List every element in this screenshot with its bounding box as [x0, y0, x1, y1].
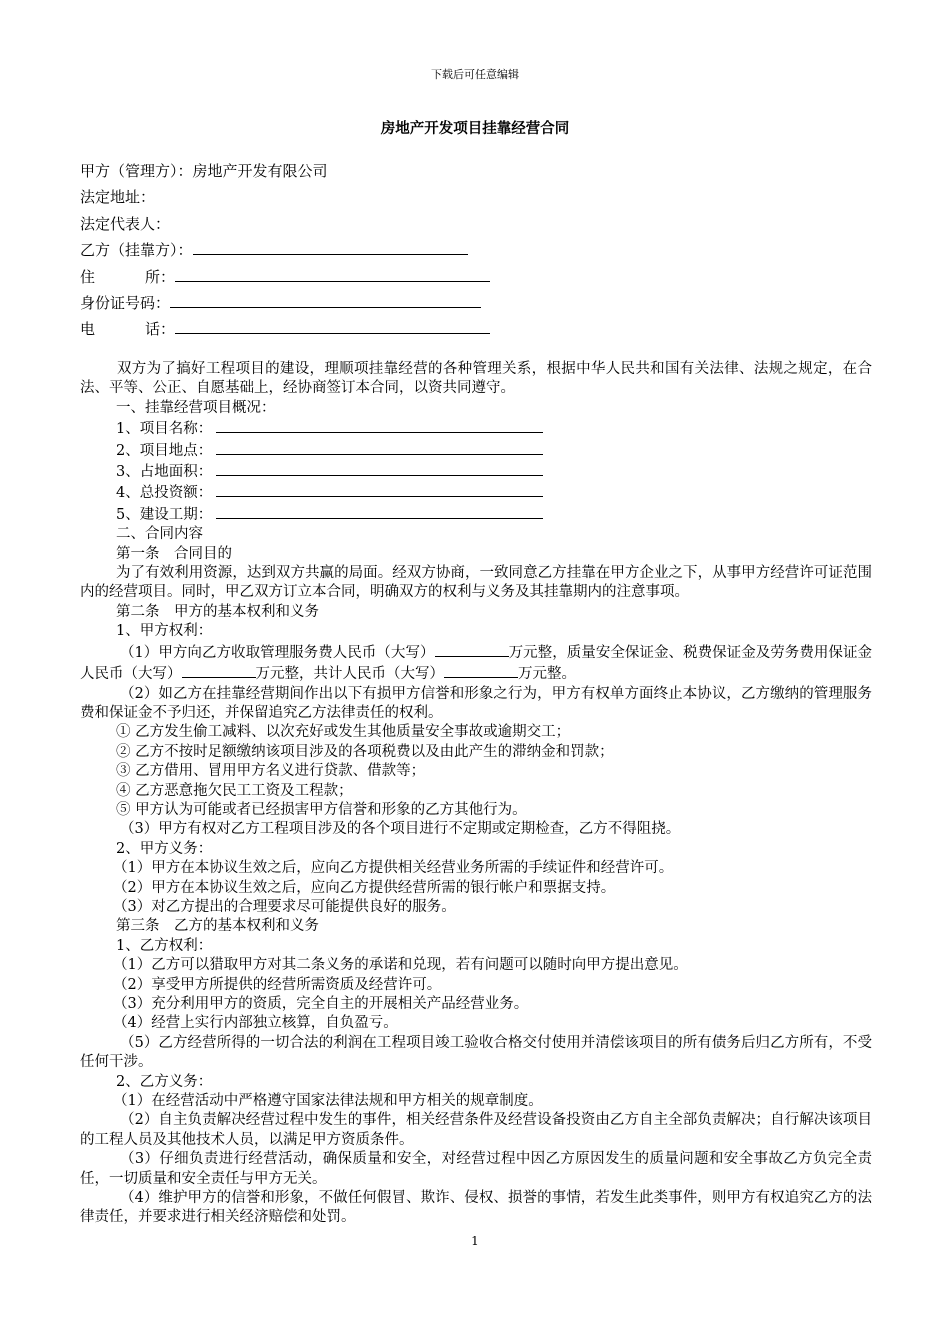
residence-label [80, 264, 175, 290]
party-b-duties-heading: 2、乙方义务： [116, 1073, 213, 1090]
article2-heading: 第二条 甲方的基本权利和义务 [116, 603, 319, 620]
violation-1: ① 乙方发生偷工减料、以次充好或发生其他质量安全事故或逾期交工； [116, 724, 571, 741]
right-1-text-c: 万元整，共计人民币（大写） [255, 666, 444, 683]
page-number: 1 [471, 1234, 479, 1248]
article1-heading: 第一条 合同目的 [116, 545, 232, 562]
total-investment-label: 4、总投资额： [116, 485, 213, 502]
legal-rep-label: 法定代表人： [80, 214, 171, 233]
party-b-duty-2: （2）自主负责解决经营过程中发生的事件，相关经营条件及经营设备投资由乙方自主全部负责解决；自行解决该项目的工程人员及其他技术人员，以满足甲方资质条件。 [80, 1112, 872, 1148]
violation-3: ③ 乙方借用、冒用甲方名义进行贷款、借款等； [116, 763, 426, 780]
phone-label-part1: 电 [80, 320, 96, 339]
right-1-text-d: 万元整。 [518, 666, 576, 683]
party-b-label: 乙方（挂靠方）： [80, 241, 193, 260]
legal-rep-row [80, 211, 520, 237]
residence-label-part2: 所： [144, 267, 175, 286]
legal-address-label: 法定地址： [80, 188, 156, 207]
land-area-blank-line [216, 461, 543, 476]
project-location-blank-line [216, 440, 543, 455]
legal-address-row [80, 184, 520, 210]
party-b-right-2: （2）享受甲方所提供的经营所需资质及经营许可。 [113, 976, 442, 993]
party-b-right-5: （5）乙方经营所得的一切合法的利润在工程项目竣工验收合格交付使用并清偿该项目的所有债务后归乙方所有，不受任何干涉。 [80, 1034, 872, 1071]
party-a-duty-1: （1）甲方在本协议生效之后，应向乙方提供相关经营业务所需的手续证件和经营许可。 [113, 860, 674, 877]
id-number-label: 身份证号码： [80, 293, 171, 312]
violation-2: ② 乙方不按时足额缴纳该项目涉及的各项税费以及由此产生的滞纳金和罚款； [116, 743, 614, 760]
project-location-item [80, 440, 872, 461]
project-location-label: 2、项目地点： [116, 442, 213, 459]
total-blank [444, 663, 518, 678]
violation-5: ⑤ 甲方认为可能或者已经损害甲方信誉和形象的乙方其他行为。 [116, 801, 527, 818]
right-1-text-b: 万元整，质量安全保证金、税费保证金及劳务费用保证金人民币（大写） [80, 644, 872, 683]
land-area-item [80, 461, 872, 482]
contract-body [80, 360, 872, 1228]
party-a-right-1 [47, 642, 872, 685]
party-b-row [80, 237, 520, 263]
party-b-blank-line [193, 237, 468, 255]
party-a-duties-heading: 2、甲方义务： [116, 840, 213, 857]
section1-heading: 一、挂靠经营项目概况： [116, 399, 276, 416]
id-number-row [80, 290, 520, 316]
article3-heading: 第三条 乙方的基本权利和义务 [116, 918, 319, 935]
residence-row [80, 264, 520, 290]
management-fee-blank [435, 642, 509, 657]
violation-4: ④ 乙方恶意拖欠民工工资及工程款； [116, 782, 353, 799]
article1-text: 为了有效利用资源，达到双方共赢的局面。经双方协商，一致同意乙方挂靠在甲方企业之下，从事甲方经营许可证范围内的经营项目。同时，甲乙双方订立本合同，明确双方的权利与义务及其挂靠期内的注意事项。 [80, 565, 872, 601]
party-a-duty-3: （3）对乙方提出的合理要求尽可能提供良好的服务。 [113, 898, 456, 915]
project-name-item [80, 418, 872, 439]
document-title: 房地产开发项目挂靠经营合同 [380, 120, 570, 137]
id-number-blank-line [170, 290, 481, 308]
page-header: 下载后可任意编辑 [431, 68, 519, 81]
project-name-blank-line [216, 418, 543, 433]
deposit-blank [182, 663, 256, 678]
party-a-row [80, 158, 520, 184]
construction-period-label: 5、建设工期： [116, 506, 213, 523]
party-a-rights-heading: 1、甲方权利： [116, 623, 213, 640]
project-name-label: 1、项目名称： [116, 421, 213, 438]
party-b-duty-3: （3）仔细负责进行经营活动，确保质量和安全，对经营过程中因乙方原因发生的质量问题和安全事故乙方负完全责任，一切质量和安全责任与甲方无关。 [80, 1151, 872, 1187]
party-b-right-1: （1）乙方可以猎取甲方对其二条义务的承诺和兑现，若有问题可以随时向甲方提出意见。 [113, 957, 688, 974]
construction-period-item [80, 504, 872, 525]
party-a-right-3: （3）甲方有权对乙方工程项目涉及的各个项目进行不定期或定期检查，乙方不得阻挠。 [120, 821, 681, 838]
party-a-duty-2: （2）甲方在本协议生效之后，应向乙方提供经营所需的银行帐户和票据支持。 [113, 879, 616, 896]
party-b-duty-1: （1）在经营活动中严格遵守国家法律法规和甲方相关的规章制度。 [113, 1093, 543, 1110]
party-b-duty-4: （4）维护甲方的信誉和形象，不做任何假冒、欺诈、侵权、损誉的事情，若发生此类事件，则甲方有权追究乙方的法律责任，并要求进行相关经济赔偿和处罚。 [80, 1190, 872, 1226]
section2-heading: 二、合同内容 [116, 526, 203, 543]
right-1-text-a: （1）甲方向乙方收取管理服务费人民币（大写） [120, 644, 435, 661]
total-investment-item [80, 482, 872, 503]
phone-label [80, 316, 175, 342]
land-area-label: 3、占地面积： [116, 464, 213, 481]
phone-row [80, 316, 520, 342]
party-a-right-2: （2）如乙方在挂靠经营期间作出以下有损甲方信誉和形象之行为，甲方有权单方面终止本协议，乙方缴纳的管理服务费和保证金不予归还，并保留追究乙方法律责任的权利。 [80, 685, 872, 721]
total-investment-blank-line [216, 482, 543, 497]
phone-blank-line [175, 316, 490, 334]
intro-paragraph: 双方为了搞好工程项目的建设，理顺项挂靠经营的各种管理关系，根据中华人民共和国有关法律、法规之规定，在合法、平等、公正、自愿基础上，经协商签订本合同，以资共同遵守。 [80, 361, 872, 397]
party-b-rights-heading: 1、乙方权利： [116, 937, 213, 954]
party-info-block [80, 158, 520, 343]
party-b-right-4: （4）经营上实行内部独立核算，自负盈亏。 [113, 1015, 398, 1032]
residence-blank-line [175, 264, 490, 282]
phone-label-part2: 话： [144, 320, 175, 339]
party-b-right-3: （3）充分利用甲方的资质，完全自主的开展相关产品经营业务。 [113, 996, 529, 1012]
construction-period-blank-line [216, 504, 543, 519]
party-a-label: 甲方（管理方）：房地产开发有限公司 [80, 162, 328, 180]
residence-label-part1: 住 [80, 267, 96, 286]
